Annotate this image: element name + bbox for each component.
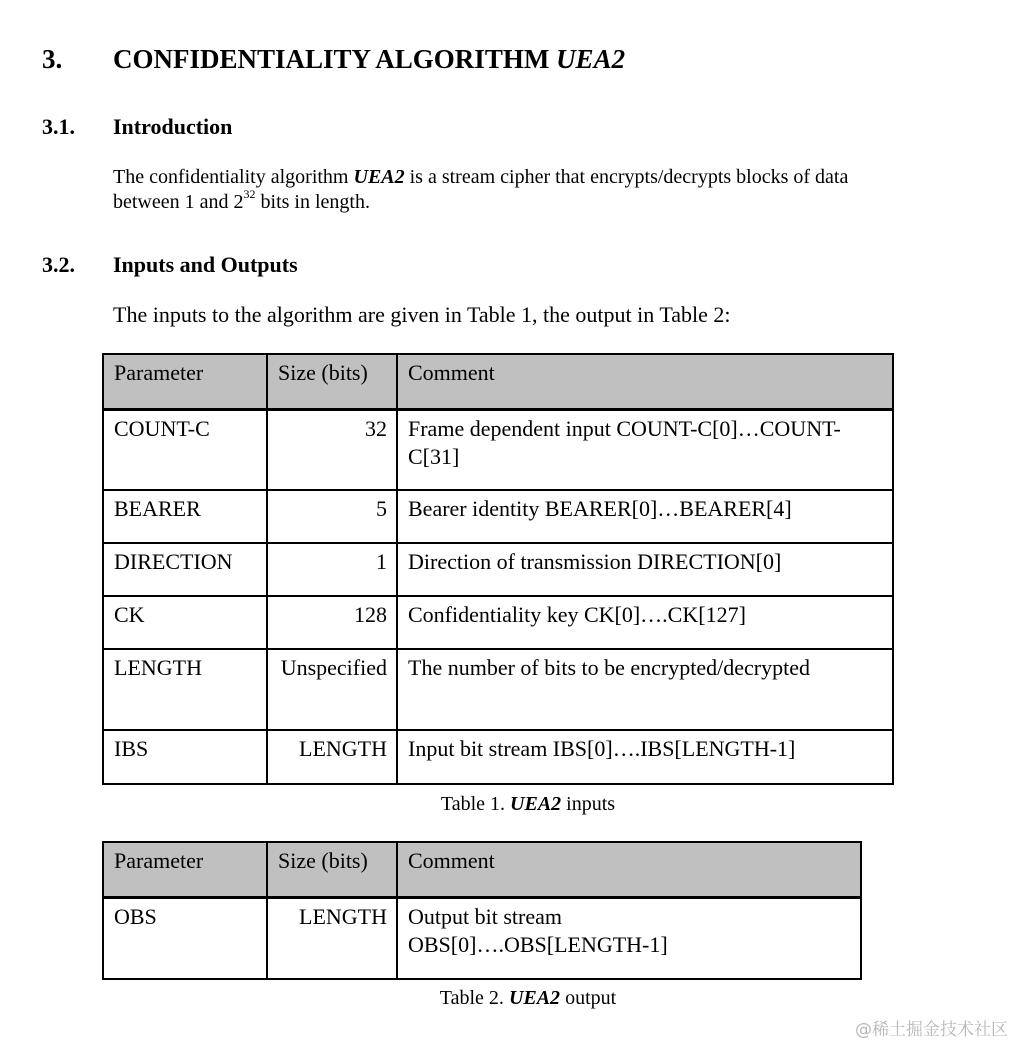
section-number: 3. xyxy=(42,44,63,74)
table2-caption xyxy=(102,987,954,1010)
comment-cell: Confidentiality key CK[0]….CK[127] xyxy=(397,596,893,649)
size-cell: Unspecified xyxy=(267,649,397,730)
watermark: @稀土掘金技术社区 xyxy=(855,1020,1008,1040)
intro-line2-sup: 32 xyxy=(243,187,256,202)
table1-caption-bold: UEA2 xyxy=(510,793,562,815)
table1-caption-prefix: Table 1. xyxy=(440,793,506,815)
comment-cell: The number of bits to be encrypted/decrypted xyxy=(397,649,893,730)
table-row xyxy=(103,897,861,979)
intro-paragraph xyxy=(113,165,848,215)
intro-line-1 xyxy=(113,165,848,190)
header-comment: Comment xyxy=(397,354,893,409)
header-comment: Comment xyxy=(397,842,861,897)
header-size: Size (bits) xyxy=(267,842,397,897)
param-cell: IBS xyxy=(103,730,267,784)
size-cell: LENGTH xyxy=(267,730,397,784)
table1-caption xyxy=(102,793,954,816)
size-cell: LENGTH xyxy=(267,897,397,979)
size-cell: 5 xyxy=(267,490,397,543)
outputs-table xyxy=(102,841,862,980)
comment-cell: Output bit stream OBS[0]….OBS[LENGTH-1] xyxy=(397,897,861,979)
intro-heading: Introduction xyxy=(113,114,233,139)
comment-cell: Frame dependent input COUNT-C[0]…COUNT-C[31] xyxy=(397,409,893,490)
table-row xyxy=(103,596,893,649)
table-row xyxy=(103,409,893,490)
table1-caption-suffix: inputs xyxy=(566,793,616,815)
inputs-table-header xyxy=(103,354,893,409)
table2-caption-suffix: output xyxy=(565,987,617,1009)
size-cell: 32 xyxy=(267,409,397,490)
intro-text-after: is a stream cipher that encrypts/decrypts blocks of data xyxy=(409,166,849,188)
section-title xyxy=(113,44,625,75)
intro-text-before: The confidentiality algorithm xyxy=(113,166,349,188)
intro-line2-before: between 1 and 2 xyxy=(113,191,244,213)
table2-caption-bold: UEA2 xyxy=(508,987,561,1009)
io-heading: Inputs and Outputs xyxy=(113,252,298,277)
table2-caption-prefix: Table 2. xyxy=(439,987,504,1009)
io-number: 3.2. xyxy=(42,252,75,277)
header-parameter: Parameter xyxy=(103,354,267,409)
header-size: Size (bits) xyxy=(267,354,397,409)
section-title-main: CONFIDENTIALITY ALGORITHM xyxy=(113,44,550,74)
inputs-table xyxy=(102,353,894,785)
param-cell: CK xyxy=(103,596,267,649)
size-cell: 128 xyxy=(267,596,397,649)
param-cell: DIRECTION xyxy=(103,543,267,596)
comment-cell: Input bit stream IBS[0]….IBS[LENGTH-1] xyxy=(397,730,893,784)
table-row xyxy=(103,730,893,784)
intro-line-2 xyxy=(113,187,848,215)
header-parameter: Parameter xyxy=(103,842,267,897)
comment-cell: Direction of transmission DIRECTION[0] xyxy=(397,543,893,596)
param-cell: COUNT-C xyxy=(103,409,267,490)
outputs-table-header xyxy=(103,842,861,897)
param-cell: OBS xyxy=(103,897,267,979)
io-paragraph: The inputs to the algorithm are given in Table 1, the output in Table 2: xyxy=(113,302,731,327)
intro-line2-after: bits in length. xyxy=(260,191,370,213)
intro-number: 3.1. xyxy=(42,114,75,139)
size-cell: 1 xyxy=(267,543,397,596)
table-row xyxy=(103,543,893,596)
intro-text-bold: UEA2 xyxy=(353,166,405,188)
param-cell: BEARER xyxy=(103,490,267,543)
comment-cell: Bearer identity BEARER[0]…BEARER[4] xyxy=(397,490,893,543)
table-row xyxy=(103,490,893,543)
table-row xyxy=(103,649,893,730)
section-title-italic: UEA2 xyxy=(556,44,626,74)
param-cell: LENGTH xyxy=(103,649,267,730)
